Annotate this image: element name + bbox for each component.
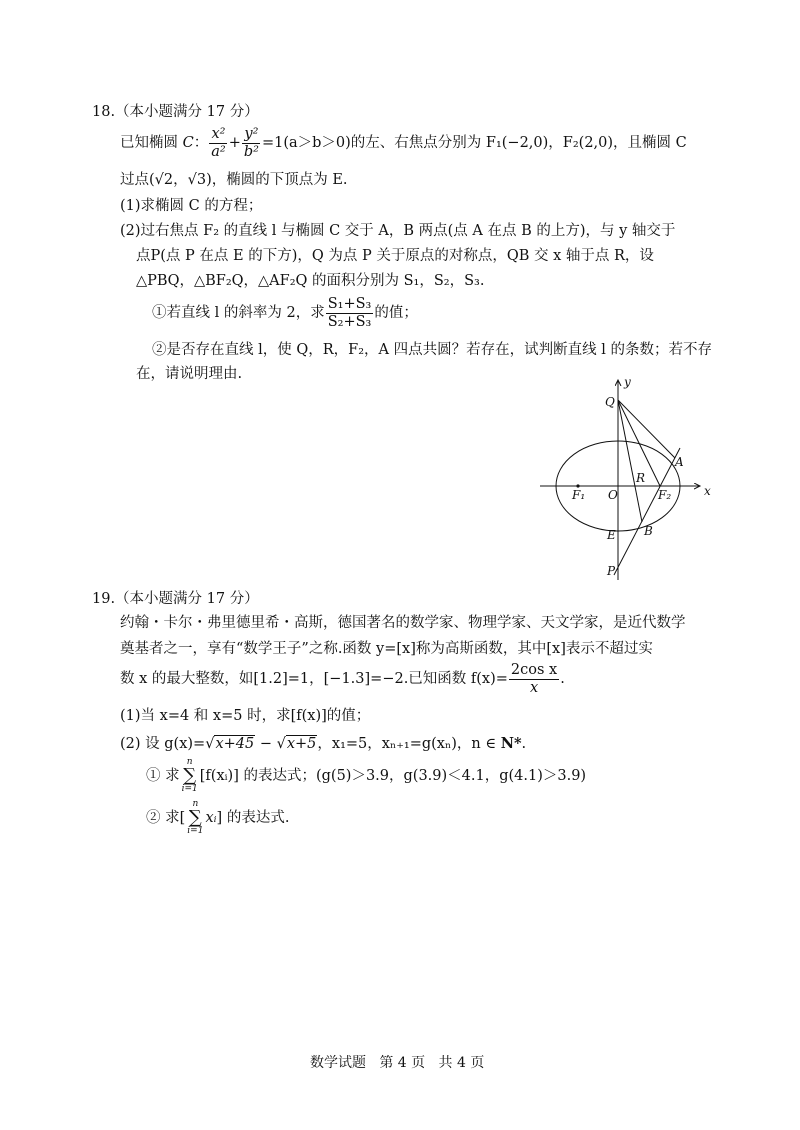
label-A: A: [675, 455, 684, 469]
q19-s2-pre: ② 求[: [146, 810, 186, 826]
q19-l1: 约翰・卡尔・弗里德里希・高斯，德国著名的数学家、物理学家、天文学家，是近代数学: [120, 615, 686, 631]
q19-s1-post: 的表达式；(g(5)＞3.9，g(3.9)＜4.1，g(4.1)＞3.9): [238, 768, 587, 784]
label-R: R: [636, 471, 646, 485]
q18-frac-y-den: b²: [243, 143, 259, 160]
footer-total: 共 4 页: [438, 1055, 485, 1071]
label-B: B: [644, 524, 653, 538]
q19-s2-sum: [187, 800, 203, 836]
q18-plus: +: [228, 135, 241, 152]
q19-s2-sum-lower: i=1: [187, 826, 204, 836]
q19-p2-end: .: [521, 736, 527, 752]
q19-s1: [146, 758, 586, 794]
q18-part2-l2: 点P(点 P 在点 E 的下方)，Q 为点 P 关于原点的对称点，QB 交 x 轴于点 R，设: [136, 248, 654, 264]
q19-p2-sqrt1: x+45: [215, 736, 255, 752]
q19-p1: (1)当 x=4 和 x=5 时，求[f(x)]的值；: [120, 708, 371, 724]
label-O: O: [608, 488, 618, 502]
q19-s1-body: [f(xᵢ)]: [199, 768, 239, 784]
q19-p2-minus: −: [255, 736, 277, 752]
q18-sub1-post: 的值；: [374, 305, 418, 322]
q18-line1-pre: 已知椭圆: [120, 135, 183, 152]
q19-s2: [146, 800, 289, 836]
q19-s1-sum-upper: n: [186, 757, 193, 767]
sum-icon: ∑: [188, 807, 202, 828]
q18-frac-y-num: y²: [244, 126, 259, 142]
q19-p2: (2) 设 g(x)=√x+45 − √x+5，x₁=5，xₙ₊₁=g(xₙ)，n ∈ N*.: [120, 735, 527, 752]
q18-sub1-pre: ①若直线 l 的斜率为 2，求: [152, 305, 325, 322]
q18-line1-eq: =1(a＞b＞0)的左、右焦点分别为 F₁(−2,0)，F₂(2,0)，且椭圆 C: [261, 135, 687, 152]
q19-l3-den: x: [529, 679, 539, 696]
label-y: y: [624, 375, 631, 389]
q18-frac-y: [242, 126, 261, 160]
q18-part2-l1: (2)过右焦点 F₂ 的直线 l 与椭圆 C 交于 A，B 两点(点 A 在点 B 的上方)，与 y 轴交于: [120, 223, 676, 239]
label-F1: F₁: [572, 488, 586, 502]
q19-l3-num: 2cos x: [510, 662, 558, 678]
label-E: E: [607, 528, 616, 542]
page-footer: [310, 1052, 484, 1072]
q19-s2-sum-upper: n: [192, 799, 199, 809]
q19-p2-pre: (2) 设 g(x)=: [120, 736, 206, 752]
footer-page: 第 4 页: [379, 1055, 426, 1071]
q18-sub1-num: S₁+S₃: [327, 296, 372, 312]
q19-s1-sum-lower: i=1: [181, 784, 198, 794]
q18-part1: (1)求椭圆 C 的方程；: [120, 198, 263, 214]
label-x: x: [704, 484, 711, 498]
q19-l3-pre: 数 x 的最大整数，如[1.2]=1，[−1.3]=−2.已知函数 f(x)=: [120, 671, 508, 688]
q18-frac-x-num: x²: [211, 126, 226, 142]
segment-QB: [618, 400, 642, 522]
ellipse-figure: [530, 370, 730, 585]
q19-s2-post: ] 的表达式.: [216, 810, 290, 826]
q19-l3-frac: [509, 662, 559, 696]
q18-part2-l3: △PBQ，△BF₂Q，△AF₂Q 的面积分别为 S₁，S₂，S₃.: [136, 273, 485, 289]
q19-p2-N: N*: [500, 735, 522, 752]
q19-header: 19.（本小题满分 17 分）: [92, 591, 259, 607]
q19-l2: 奠基者之一，享有“数学王子”之称.函数 y=[x]称为高斯函数，其中[x]表示不超过实: [120, 641, 653, 657]
q18-line1: [120, 126, 687, 160]
q18-sub2-l1: ②是否存在直线 l，使 Q，R，F₂，A 四点共圆？若存在，试判断直线 l 的条数；若不存: [152, 342, 712, 358]
q19-p2-post: ，x₁=5，xₙ₊₁=g(xₙ)，n ∈: [317, 736, 501, 752]
q18-sub1: [152, 296, 418, 330]
label-P: P: [607, 564, 616, 578]
q18-sub1-den: S₂+S₃: [327, 313, 372, 330]
q18-frac-x: [209, 126, 227, 160]
label-Q: Q: [605, 395, 615, 409]
q18-line1-c: C: [182, 135, 194, 152]
q19-l3: [120, 662, 565, 696]
line-l: [614, 448, 680, 575]
q19-s1-pre: ① 求: [146, 768, 180, 784]
q19-p2-sqrt2: x+5: [286, 736, 317, 752]
segment-QA: [618, 400, 675, 458]
q18-header: 18.（本小题满分 17 分）: [92, 104, 259, 120]
q18-sub2-l2: 在，请说明理由.: [136, 366, 243, 382]
label-F2: F₂: [658, 488, 672, 502]
q19-s1-sum: [182, 758, 198, 794]
q18-line2: 过点(√2，√3)，椭圆的下顶点为 E.: [120, 172, 348, 188]
q18-frac-x-den: a²: [211, 143, 226, 160]
q19-s2-body: xᵢ: [205, 810, 217, 826]
q18-line1-colon: ：: [193, 135, 209, 152]
sum-icon: ∑: [183, 765, 197, 786]
q18-sub1-frac: [326, 296, 374, 330]
q19-l3-post: .: [560, 671, 565, 688]
footer-subject: 数学试题: [310, 1055, 366, 1071]
